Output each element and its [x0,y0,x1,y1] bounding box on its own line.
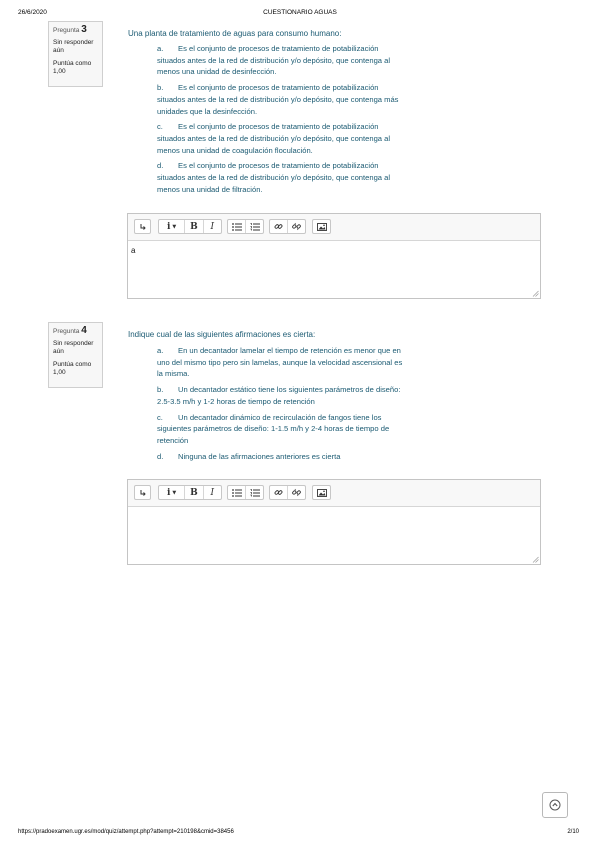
print-date: 26/6/2020 [18,9,47,16]
print-header [0,9,600,21]
scroll-to-top-button[interactable] [542,792,568,818]
ordered-list-button[interactable] [245,220,263,233]
numbered-list-icon [250,489,260,497]
bullet-list-icon [232,223,242,231]
ordered-list-button[interactable] [245,486,263,499]
question-info-4 [48,322,103,388]
image-icon [317,489,327,497]
toolbar-group-lists [227,219,264,234]
toolbar-group-media [312,219,331,234]
insert-link-button[interactable] [270,486,287,499]
bullet-list-icon [232,489,242,497]
toolbar-group-collapse [134,485,151,500]
answer-text-area[interactable] [128,507,540,564]
question-state: Sin responder aún [53,38,94,54]
chevron-down-icon: ▼ [172,489,177,496]
toolbar-group-collapse [134,219,151,234]
toolbar-group-links [269,219,306,234]
question-text-4: Indique cual de las siguientes afirmaciones es cierta: [128,330,316,339]
answer-option: b. Es el conjunto de procesos de tratamiento de potabilización situados antes de la red de distribución y/o depósito, que contenga más unidades que la desinfección. [157,83,399,116]
unordered-list-button[interactable] [228,486,245,499]
question-state: Sin responder aún [53,339,94,355]
collapse-icon [139,489,147,497]
question-grade: Puntúa como 1,00 [53,59,92,75]
collapse-icon [139,223,147,231]
toolbar-group-format [158,485,222,500]
link-icon [274,222,283,231]
unlink-icon [292,222,301,231]
resize-handle-icon[interactable] [532,556,539,563]
toolbar-group-format [158,219,222,234]
question-grade: Puntúa como 1,00 [53,360,92,376]
arrow-up-circle-icon [549,799,561,811]
collapse-toolbar-button[interactable] [135,220,150,233]
resize-handle-icon[interactable] [532,290,539,297]
toolbar-group-media [312,485,331,500]
insert-image-button[interactable] [313,486,330,499]
unordered-list-button[interactable] [228,220,245,233]
page-number: 2/10 [567,829,579,835]
unlink-button[interactable] [287,486,305,499]
collapse-toolbar-button[interactable] [135,486,150,499]
unlink-icon [292,488,301,497]
editor-toolbar [128,480,540,507]
bold-button[interactable]: B [184,220,202,233]
toolbar-group-lists [227,485,264,500]
question-info-3 [48,21,103,87]
italic-button[interactable]: I [203,220,221,233]
answer-option: b. Un decantador estático tiene los siguientes parámetros de diseño: 2.5-3.5 m/h y 1-2 horas de tiempo de retención [157,385,401,406]
answer-list-3 [157,43,407,199]
paragraph-styles-button[interactable]: i ▼ [166,221,177,232]
question-text-3: Una planta de tratamiento de aguas para consumo humano: [128,29,342,38]
answer-option: c. Es el conjunto de procesos de tratamiento de potabilización situados antes de la red de distribución y/o depósito, que contenga al menos una unidad de coagulación floculación. [157,122,391,155]
answer-option: d. Es el conjunto de procesos de tratamiento de potabilización situados antes de la red de distribución y/o depósito, que contenga al menos una unidad de filtración. [157,161,391,194]
answer-option: a. Es el conjunto de procesos de tratamiento de potabilización situados antes de la red de distribución y/o depósito, que contenga al menos una unidad de desinfección. [157,44,391,77]
chevron-down-icon: ▼ [172,223,177,230]
numbered-list-icon [250,223,260,231]
paragraph-styles-button[interactable]: i ▼ [166,487,177,498]
answer-text-value: a [131,246,136,255]
print-footer [0,829,600,841]
toolbar-group-links [269,485,306,500]
insert-image-button[interactable] [313,220,330,233]
document-title: CUESTIONARIO AGUAS [263,9,337,16]
answer-text-area[interactable] [128,241,540,298]
answer-option: a. En un decantador lamelar el tiempo de retención es menor que en uno del mismo tipo pero sin lamelas, aunque la velocidad ascensional es la misma. [157,346,403,379]
answer-list-4 [157,345,407,466]
italic-button[interactable]: I [203,486,221,499]
question-number: Pregunta 3 [53,24,87,35]
link-icon [274,488,283,497]
answer-option: c. Un decantador dinámico de recirculación de fangos tiene los siguientes parámetros de diseño: 1-1.5 m/h y 2-4 horas de tiempo de retención [157,412,390,445]
unlink-button[interactable] [287,220,305,233]
answer-editor-3 [127,213,541,299]
insert-link-button[interactable] [270,220,287,233]
answer-option: d. Ninguna de las afirmaciones anteriores es cierta [157,451,341,461]
bold-button[interactable]: B [184,486,202,499]
image-icon [317,223,327,231]
question-number: Pregunta 4 [53,325,87,336]
answer-editor-4 [127,479,541,565]
editor-toolbar [128,214,540,241]
page-url: https://pradoexamen.ugr.es/mod/quiz/attempt.php?attempt=210198&cmid=38456 [18,829,234,835]
